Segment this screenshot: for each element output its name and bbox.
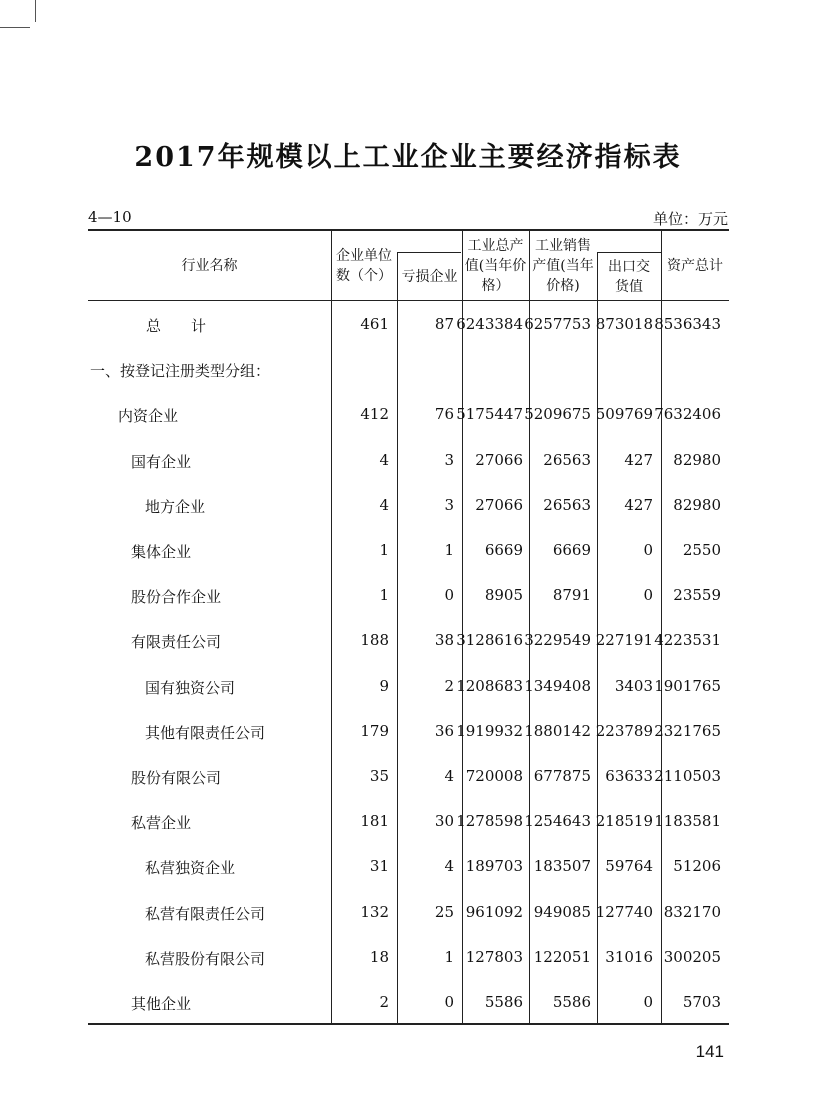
cell-value: 5586 (484, 993, 523, 1011)
table-row (0, 800, 816, 845)
cell-value: 8536343 (654, 315, 721, 333)
cell-value: 677875 (533, 767, 591, 785)
cell-value: 873018 (595, 315, 653, 333)
table-row (0, 755, 816, 800)
header-sales (529, 236, 597, 296)
table-row (0, 619, 816, 664)
cell-value: 427 (624, 450, 653, 469)
cell-value: 25 (434, 902, 454, 921)
row-label: 集体企业 (131, 543, 192, 561)
cell-value: 1183581 (654, 812, 721, 831)
cell-value: 30 (434, 812, 454, 831)
cell-value: 1208683 (456, 676, 523, 695)
cell-value: 6669 (552, 541, 591, 559)
cell-value: 82980 (673, 495, 721, 514)
cell-value: 3229549 (524, 631, 591, 650)
cell-value: 6669 (484, 541, 523, 559)
cell-value: 0 (643, 586, 653, 605)
top-rule (88, 229, 729, 231)
table-row (0, 845, 816, 890)
cell-value: 82980 (673, 450, 721, 469)
row-label: 私营股份有限公司 (145, 949, 266, 968)
cell-value: 5586 (552, 993, 591, 1011)
header-line: 企业单位 (336, 248, 392, 264)
table-row (0, 439, 816, 484)
unit-label: 单位：万元 (652, 210, 728, 228)
cell-value: 2321765 (654, 721, 721, 740)
row-label: 国有企业 (131, 452, 192, 471)
header-line: 价格) (546, 278, 580, 294)
cell-value: 4223531 (654, 631, 721, 650)
cell-value: 961092 (465, 902, 523, 921)
cell-value: 3403 (614, 676, 653, 695)
cell-value: 509769 (595, 405, 653, 424)
header-output (462, 236, 529, 296)
cell-value: 0 (643, 993, 653, 1011)
cell-value: 122051 (533, 947, 591, 966)
subheader-line (597, 252, 661, 253)
cell-value: 31016 (605, 947, 653, 966)
cell-value: 227191 (595, 631, 653, 650)
cell-value: 1 (379, 541, 389, 559)
header-loss (397, 267, 462, 287)
cell-value: 4 (444, 857, 454, 876)
header-export (597, 257, 661, 297)
cell-value: 31 (369, 857, 389, 876)
cell-value: 223789 (595, 721, 653, 740)
cell-value: 3 (444, 450, 454, 469)
cell-value: 8791 (552, 586, 591, 605)
header-bottom-rule (88, 300, 729, 301)
crop-mark (0, 27, 30, 28)
cell-value: 63633 (605, 767, 653, 785)
cell-value: 36 (434, 721, 454, 740)
cell-value: 132 (360, 902, 389, 921)
row-label: 其他有限责任公司 (145, 723, 266, 742)
cell-value: 1880142 (524, 721, 591, 740)
cell-value: 218519 (595, 812, 653, 831)
table-row (0, 484, 816, 529)
cell-value: 23559 (673, 586, 721, 605)
cell-value: 4 (379, 450, 389, 469)
cell-value: 2110503 (654, 767, 721, 785)
row-label: 一、按登记注册类型分组： (90, 362, 271, 381)
header-line: 工业总产 (467, 238, 524, 254)
cell-value: 1278598 (456, 812, 523, 831)
cell-value: 3128616 (456, 631, 523, 650)
cell-value: 2550 (682, 541, 721, 559)
header-loss-label: 亏损企业 (401, 269, 458, 285)
cell-value: 461 (360, 315, 389, 333)
header-assets-label: 资产总计 (667, 258, 723, 274)
table-row (0, 303, 816, 348)
cell-value: 8905 (484, 586, 523, 605)
cell-value: 51206 (673, 857, 721, 876)
cell-value: 1 (444, 947, 454, 966)
cell-value: 1919932 (456, 721, 523, 740)
cell-value: 1901765 (654, 676, 721, 695)
cell-value: 76 (434, 405, 454, 424)
header-enterprises (331, 246, 397, 286)
cell-value: 1254643 (524, 812, 591, 831)
row-label: 有限责任公司 (131, 633, 222, 652)
cell-value: 181 (360, 812, 389, 831)
cell-value: 87 (434, 315, 454, 333)
table-row (0, 348, 816, 393)
cell-value: 6243384 (456, 315, 523, 333)
cell-value: 5703 (682, 993, 721, 1011)
cell-value: 5175447 (456, 405, 523, 424)
cell-value: 183507 (533, 857, 591, 876)
table-row (0, 574, 816, 619)
header-line: 数（个） (336, 268, 392, 284)
page-title: 2017年规模以上工业企业主要经济指标表 (134, 142, 682, 173)
header-line: 格） (481, 278, 510, 294)
table-row (0, 393, 816, 438)
header-line: 货值 (615, 279, 643, 295)
cell-value: 127803 (465, 947, 523, 966)
cell-value: 300205 (663, 947, 721, 966)
cell-value: 2 (379, 993, 389, 1011)
row-label: 股份合作企业 (131, 588, 222, 607)
cell-value: 188 (360, 631, 389, 650)
table-code: 4—10 (88, 208, 132, 226)
cell-value: 26563 (543, 450, 591, 469)
cell-value: 427 (624, 495, 653, 514)
table-row (0, 891, 816, 936)
cell-value: 27066 (475, 495, 523, 514)
row-label: 内资企业 (118, 407, 179, 426)
cell-value: 189703 (465, 857, 523, 876)
cell-value: 832170 (663, 902, 721, 921)
row-label: 私营企业 (131, 814, 192, 833)
header-line: 值(当年价 (464, 258, 527, 274)
page-number: 141 (695, 1042, 724, 1061)
subheader-line (397, 252, 461, 253)
cell-value: 0 (444, 993, 454, 1011)
cell-value: 4 (379, 495, 389, 514)
crop-mark (35, 0, 36, 22)
cell-value: 3 (444, 495, 454, 514)
cell-value: 9 (379, 676, 389, 695)
cell-value: 949085 (533, 902, 591, 921)
row-label: 其他企业 (131, 995, 192, 1013)
row-label: 国有独资公司 (145, 678, 236, 697)
cell-value: 0 (444, 586, 454, 605)
row-label: 私营独资企业 (145, 859, 236, 878)
header-line: 产值(当年 (532, 258, 594, 274)
cell-value: 27066 (475, 450, 523, 469)
cell-value: 179 (360, 721, 389, 740)
cell-value: 26563 (543, 495, 591, 514)
header-assets (661, 256, 729, 276)
row-label: 私营有限责任公司 (145, 904, 266, 923)
table-row (0, 529, 816, 574)
table-row (0, 665, 816, 710)
cell-value: 35 (369, 767, 389, 785)
cell-value: 1349408 (524, 676, 591, 695)
cell-value: 0 (643, 541, 653, 559)
table-row (0, 936, 816, 981)
cell-value: 1 (444, 541, 454, 559)
cell-value: 5209675 (524, 405, 591, 424)
cell-value: 4 (444, 767, 454, 785)
row-label: 股份有限公司 (131, 769, 222, 787)
cell-value: 1 (379, 586, 389, 605)
cell-value: 127740 (595, 902, 653, 921)
cell-value: 412 (360, 405, 389, 424)
row-label: 总 计 (146, 317, 207, 335)
row-label: 地方企业 (145, 497, 206, 516)
cell-value: 38 (434, 631, 454, 650)
header-industry (88, 256, 331, 276)
cell-value: 7632406 (654, 405, 721, 424)
cell-value: 2 (444, 676, 454, 695)
cell-value: 720008 (465, 767, 523, 785)
cell-value: 18 (369, 947, 389, 966)
header-line: 出口交 (608, 259, 650, 275)
header-line: 工业销售 (535, 238, 591, 254)
table-row (0, 710, 816, 755)
table-row (0, 981, 816, 1026)
header-industry-label: 行业名称 (181, 258, 238, 274)
cell-value: 59764 (605, 857, 653, 876)
cell-value: 6257753 (524, 315, 591, 333)
